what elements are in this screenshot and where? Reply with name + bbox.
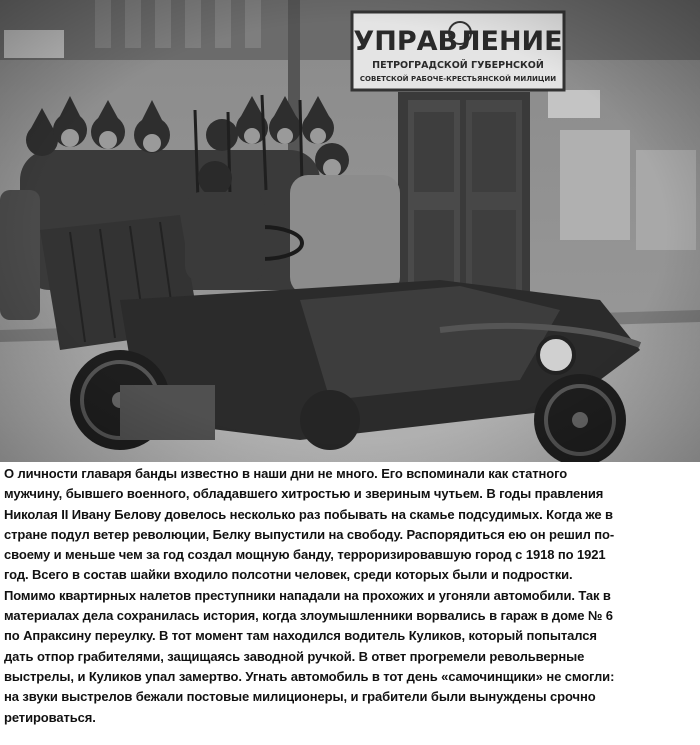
caption-line: Помимо квартирных налетов преступники нападали на прохожих и угоняли автомобили. Так в (4, 587, 611, 603)
caption-line: стране подул ветер революции, Белку выпустили на свободу. Распорядиться ею он решил по- (4, 526, 615, 542)
caption-line: дать отпор грабителями, защищаясь заводной ручкой. В ответ прогремели револьверные (4, 648, 585, 664)
caption-line: ретироваться. (4, 709, 96, 725)
caption-line: по Апраксину переулку. В тот момент там находился водитель Куликов, который попытался (4, 628, 597, 644)
caption-line: на звуки выстрелов бежали постовые милиционеры, и грабители были вынуждены срочно (4, 689, 596, 705)
caption-line: мужчину, бывшего военного, обладавшего хитростью и звериным чутьем. В годы правления (4, 486, 604, 502)
caption-line: своему и меньше чем за год создал мощную банду, терроризировавшую город с 1918 по 1921 (4, 547, 606, 563)
caption-line: Николая II Ивану Белову довелось несколько раз побывать на скамье подсудимых. Когда же в (4, 506, 613, 522)
caption-line: О личности главаря банды известно в наши дни не много. Его вспоминали как статного (4, 466, 568, 481)
caption-line: год. Всего в состав шайки входило полсотни человек, среди которых были и подростки. (4, 567, 573, 583)
caption-line: выстрелы, и Куликов упал замертво. Угнать автомобиль в тот день «самочинщики» не смогли: (4, 668, 615, 684)
caption-text (4, 464, 698, 728)
caption-line: материалах дела сохранилась история, когда злоумышленники ворвались в гараж в доме № 6 (4, 608, 613, 624)
